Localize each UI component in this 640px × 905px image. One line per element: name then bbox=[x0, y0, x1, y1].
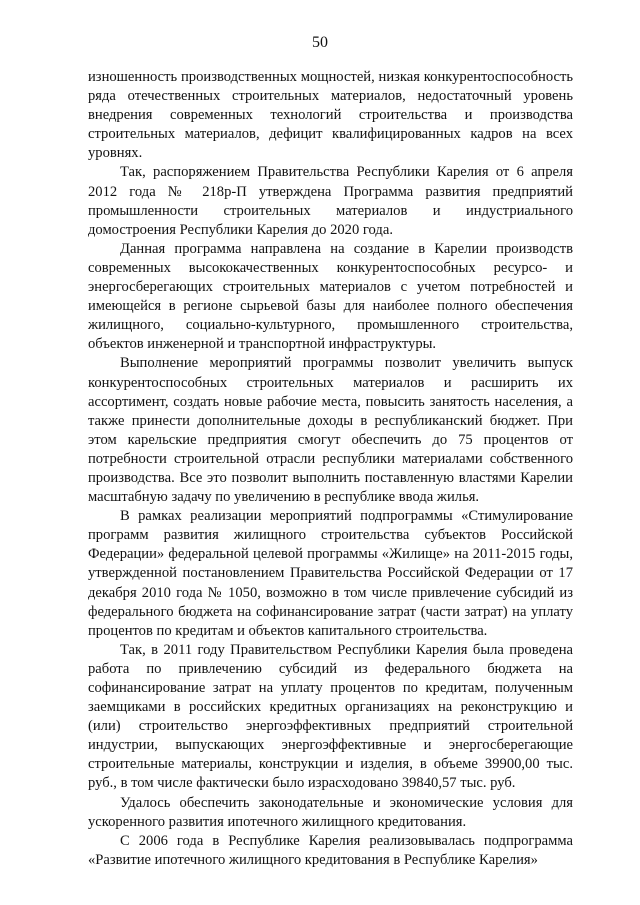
paragraph: В рамках реализации мероприятий подпрограммы «Стимулирование программ развития жилищного строительства субъектов Российской Федерации» федеральной целевой программы «Жилище» на 2011-2015 годы, утвержденной постановлением Правительства Российской Федерации от 17 декабря 2010 года № 1050, возможно в том числе привлечение субсидий из федерального бюджета на софинансирование затрат (части затрат) на уплату процентов по кредитам и объектов капитального строительства. bbox=[88, 508, 573, 639]
page-number: 50 bbox=[312, 34, 328, 51]
paragraph: С 2006 года в Республике Карелия реализовывалась подпрограмма «Развитие ипотечного жилищного кредитования в Республике Карелия» bbox=[88, 832, 573, 868]
document-body bbox=[88, 68, 573, 870]
paragraph: Выполнение мероприятий программы позволит увеличить выпуск конкурентоспособных строительных материалов и расширить их ассортимент, создать новые рабочие места, повысить занятость населения, а также принести дополнительные доходы в республиканский бюджет. При этом карельские предприятия смогут обеспечить до 75 процентов от потребности строительной отрасли республики материалами собственного производства. Все это позволит выполнить поставленную властями Карелии масштабную задачу по увеличению в республике ввода жилья. bbox=[88, 355, 573, 506]
paragraph: Так, распоряжением Правительства Республики Карелия от 6 апреля 2012 года № 218р-П утверждена Программа развития предприятий промышленности строительных материалов и индустриального домостроения Республики Карелия до 2020 года. bbox=[88, 164, 573, 238]
paragraph: Так, в 2011 году Правительством Республики Карелия была проведена работа по привлечению субсидий из федерального бюджета на софинансирование затрат на уплату процентов по кредитам, полученным заемщиками в российских кредитных организациях на реконструкцию и (или) строительство энергоэффективных предприятий строительной индустрии, выпускающих энергоэффективные и энергосберегающие строительные материалы, конструкции и изделия, в объеме 39900,00 тыс. руб., в том числе фактически было израсходовано 39840,57 тыс. руб. bbox=[88, 641, 573, 792]
paragraph-continuation: изношенность производственных мощностей, низкая конкурентоспособность ряда отечественных строительных материалов, недостаточный уровень внедрения современных технологий строительства и производства строительных материалов, дефицит квалифицированных кадров на всех уровнях. bbox=[88, 69, 573, 162]
paragraph: Удалось обеспечить законодательные и экономические условия для ускоренного развития ипотечного жилищного кредитования. bbox=[88, 794, 573, 830]
paragraph: Данная программа направлена на создание в Карелии производств современных высококачественных конкурентоспособных ресурсо- и энергосберегающих строительных материалов с учетом потребностей и имеющейся в регионе сырьевой базы для наиболее полного обеспечения жилищного, социально-культурного, промышленного строительства, объектов инженерной и транспортной инфраструктуры. bbox=[88, 240, 573, 353]
